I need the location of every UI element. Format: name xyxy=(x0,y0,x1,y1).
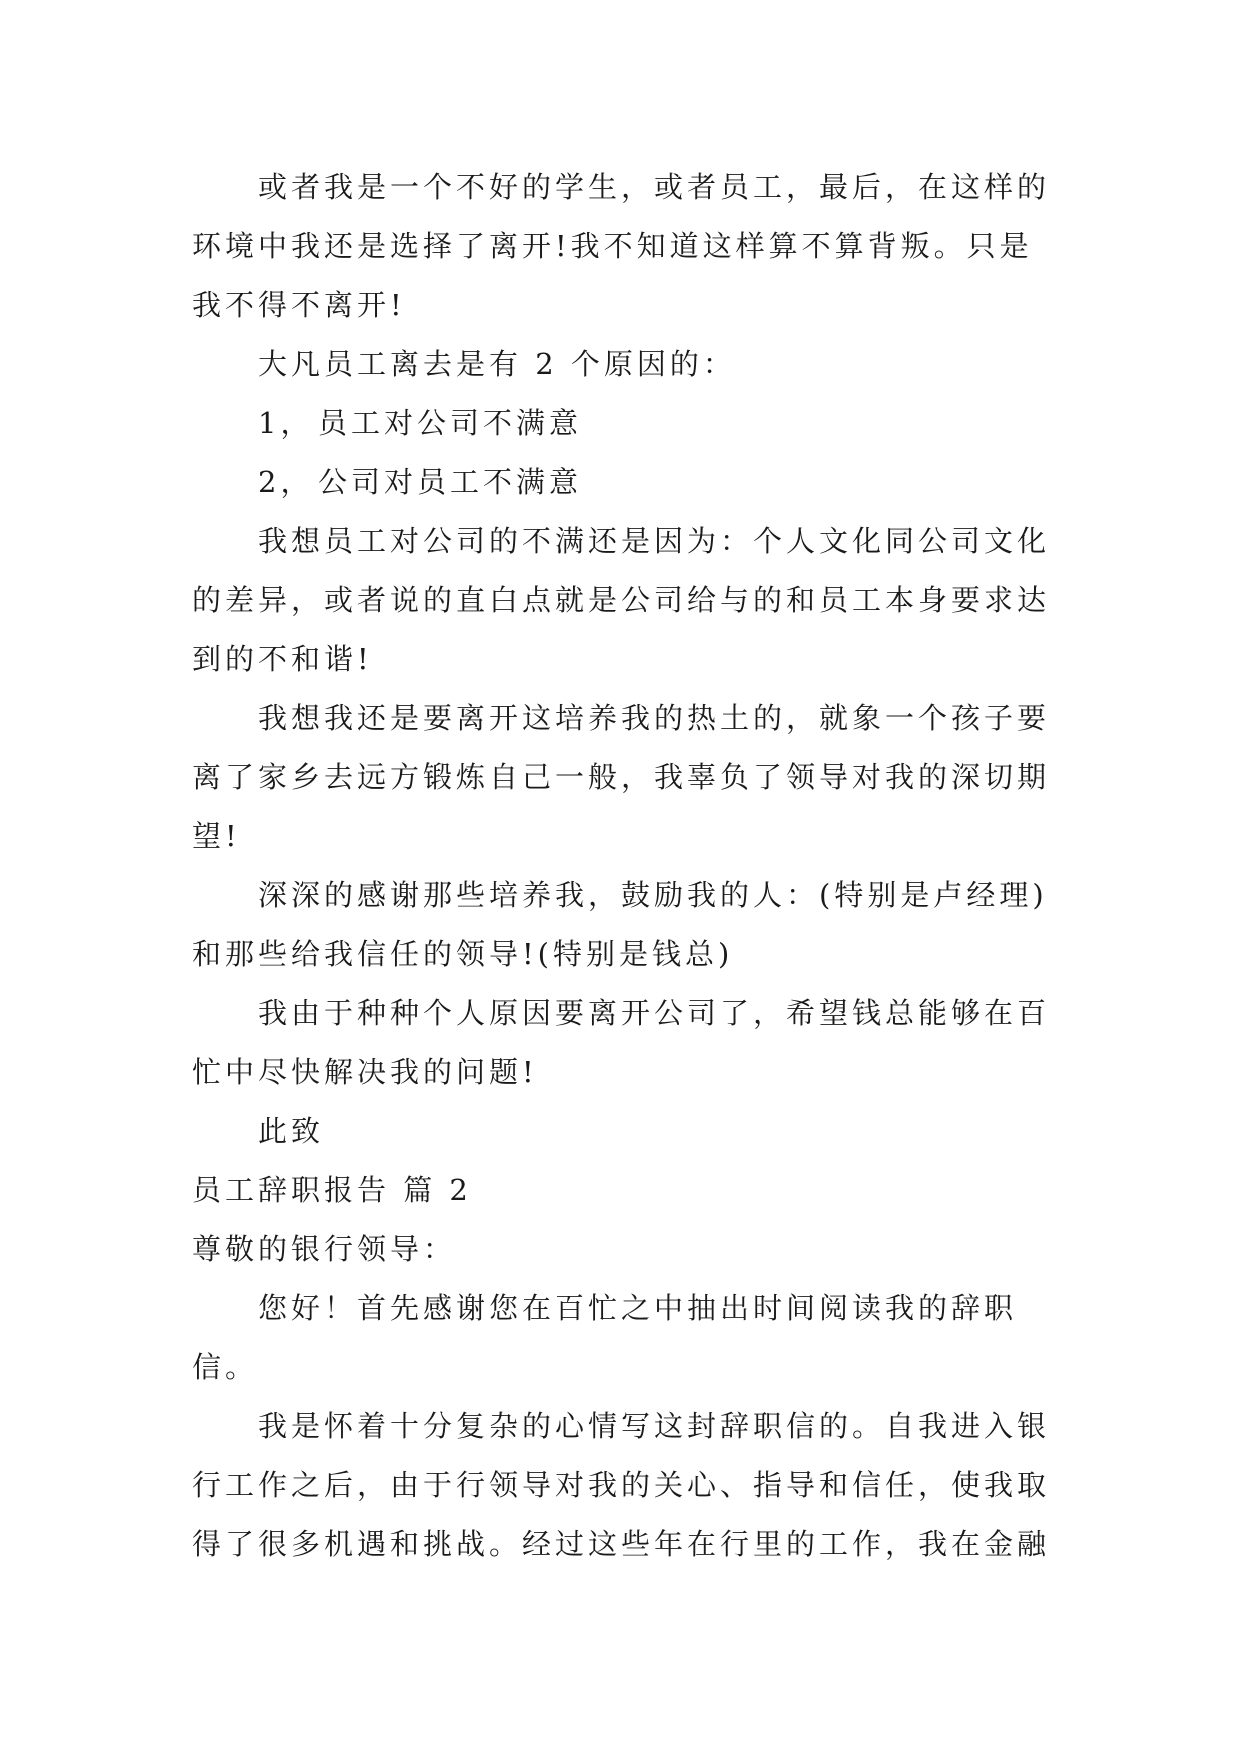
section-heading: 员工辞职报告 篇 2 xyxy=(192,1173,472,1207)
paragraph-line: 深深的感谢那些培养我，鼓励我的人：(特别是卢经理) xyxy=(258,878,1048,912)
paragraph-line: 忙中尽快解决我的问题! xyxy=(192,1055,538,1089)
paragraph-line: 离了家乡去远方锻炼自己一般，我辜负了领导对我的深切期 xyxy=(192,760,1051,794)
list-number: 2， xyxy=(258,465,314,499)
paragraph-line: 得了很多机遇和挑战。经过这些年在行里的工作，我在金融 xyxy=(192,1527,1051,1561)
closing-line: 此致 xyxy=(258,1114,325,1148)
paragraph-line: 大凡员工离去是有 2 个原因的： xyxy=(258,347,736,381)
paragraph-line: 我不得不离开! xyxy=(192,288,406,322)
paragraph-line: 或者我是一个不好的学生，或者员工，最后，在这样的 xyxy=(258,170,1051,204)
paragraph-line: 的差异，或者说的直白点就是公司给与的和员工本身要求达 xyxy=(192,583,1051,617)
paragraph-line: 您好！首先感谢您在百忙之中抽出时间阅读我的辞职 xyxy=(258,1291,1018,1325)
paragraph-line: 环境中我还是选择了离开!我不知道这样算不算背叛。只是 xyxy=(192,229,1033,263)
salutation: 尊敬的银行领导： xyxy=(192,1232,457,1266)
paragraph-line: 和那些给我信任的领导!(特别是钱总) xyxy=(192,937,734,971)
paragraph-line: 到的不和谐! xyxy=(192,642,373,676)
list-item xyxy=(192,453,1052,512)
list-text: 公司对员工不满意 xyxy=(318,465,583,499)
paragraph-line: 我想我还是要离开这培养我的热土的，就象一个孩子要 xyxy=(258,701,1051,735)
list-text: 员工对公司不满意 xyxy=(318,406,583,440)
list-item xyxy=(192,394,1052,453)
paragraph-line: 我是怀着十分复杂的心情写这封辞职信的。自我进入银 xyxy=(258,1409,1051,1443)
paragraph-line: 我由于种种个人原因要离开公司了，希望钱总能够在百 xyxy=(258,996,1051,1030)
paragraph-line: 我想员工对公司的不满还是因为：个人文化同公司文化 xyxy=(258,524,1051,558)
list-number: 1， xyxy=(258,406,314,440)
document-body xyxy=(192,158,1052,1574)
paragraph-line: 信。 xyxy=(192,1350,259,1384)
paragraph-line: 行工作之后，由于行领导对我的关心、指导和信任，使我取 xyxy=(192,1468,1051,1502)
paragraph-line: 望! xyxy=(192,819,241,853)
